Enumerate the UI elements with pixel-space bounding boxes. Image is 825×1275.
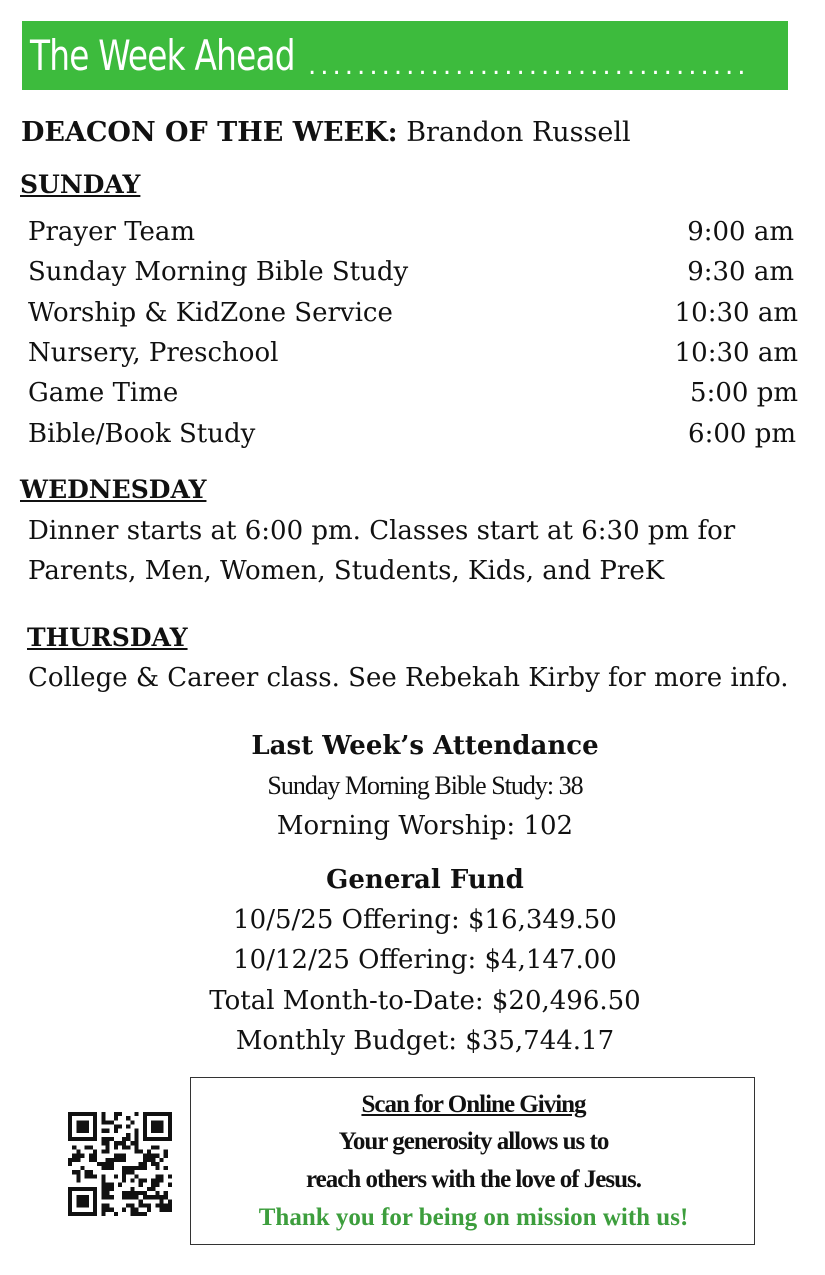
schedule-time: 5:00 pm (690, 378, 798, 408)
schedule-time: 10:30 am (674, 338, 798, 368)
banner-title: The Week Ahead (30, 31, 295, 80)
qr-code-icon[interactable] (68, 1112, 172, 1216)
schedule-time: 10:30 am (674, 298, 798, 328)
fund-total: Total Month-to-Date: $20,496.50 (209, 986, 641, 1016)
deacon-label: DEACON OF THE WEEK: (21, 117, 398, 148)
giving-title: Scan for Online Giving (361, 1091, 586, 1118)
wednesday-text-2: Parents, Men, Women, Students, Kids, and PreK (28, 556, 665, 586)
online-giving-box (190, 1077, 755, 1245)
thursday-text: College & Career class. See Rebekah Kirby for more info. (28, 663, 789, 693)
schedule-label: Nursery, Preschool (28, 338, 279, 368)
schedule-label: Prayer Team (28, 217, 196, 247)
giving-thanks: Thank you for being on mission with us! (258, 1204, 689, 1231)
schedule-label: Bible/Book Study (28, 419, 256, 449)
wednesday-heading: WEDNESDAY (20, 475, 207, 504)
schedule-label: Sunday Morning Bible Study (28, 257, 409, 287)
schedule-label: Game Time (28, 378, 179, 408)
schedule-time: 9:30 am (687, 257, 794, 287)
fund-offering-2: 10/12/25 Offering: $4,147.00 (233, 945, 617, 975)
attendance-worship: Morning Worship: 102 (276, 811, 574, 841)
fund-heading: General Fund (326, 865, 524, 895)
fund-budget: Monthly Budget: $35,744.17 (235, 1026, 615, 1056)
header-banner (22, 21, 788, 90)
giving-line-2: reach others with the love of Jesus. (305, 1166, 642, 1193)
wednesday-text-1: Dinner starts at 6:00 pm. Classes start at 6:30 pm for (28, 516, 736, 546)
schedule-row (28, 414, 798, 454)
attendance-bible-study: Sunday Morning Bible Study: 38 (267, 771, 583, 800)
deacon-name: Brandon Russell (406, 117, 631, 148)
schedule-row (28, 293, 798, 333)
fund-offering-1: 10/5/25 Offering: $16,349.50 (233, 905, 617, 935)
deacon-of-week (21, 113, 631, 153)
schedule-label: Worship & KidZone Service (28, 298, 393, 328)
giving-line-1: Your generosity allows us to (338, 1128, 609, 1155)
banner-dots: .................................... (308, 51, 750, 81)
schedule-time: 9:00 am (687, 217, 794, 247)
thursday-heading: THURSDAY (27, 623, 188, 652)
schedule-time: 6:00 pm (688, 419, 796, 449)
schedule-row (28, 212, 798, 252)
schedule-row (28, 252, 798, 292)
attendance-heading: Last Week’s Attendance (251, 731, 599, 761)
sunday-heading: SUNDAY (20, 170, 141, 199)
schedule-row (28, 333, 798, 373)
schedule-row (28, 373, 798, 413)
